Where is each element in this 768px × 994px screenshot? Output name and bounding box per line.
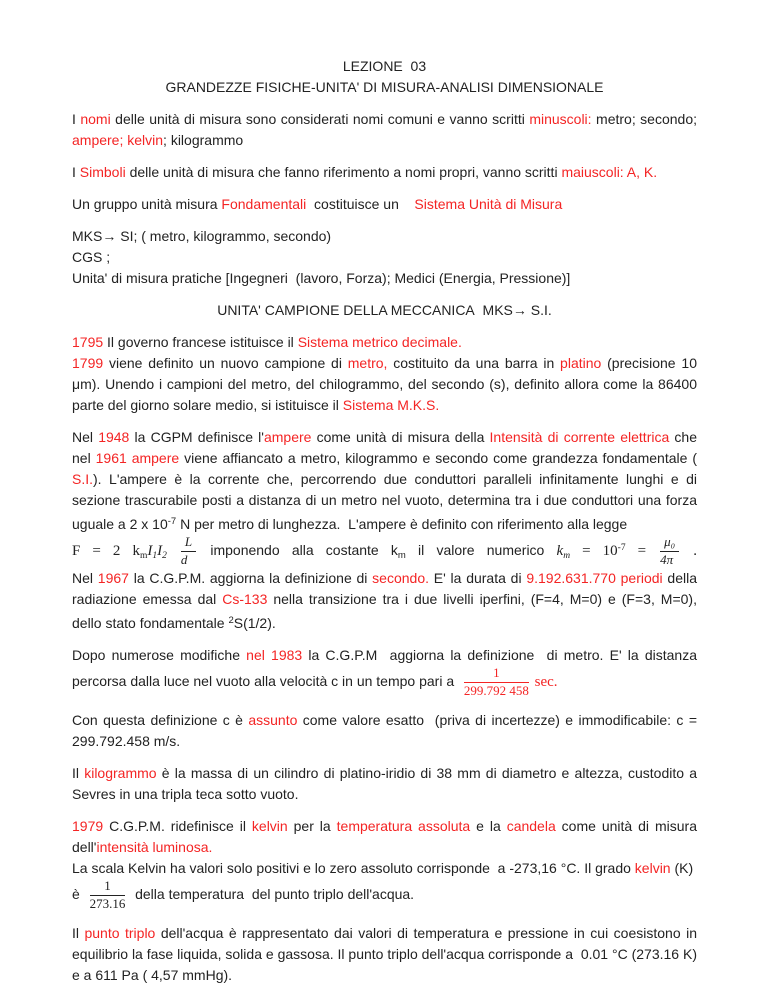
text-run: metro; secondo; (591, 111, 697, 127)
highlighted-text: assunto (248, 711, 298, 728)
text-run: il valore numerico (405, 542, 557, 559)
text-run: N per metro di lunghezza. L'ampere è definito con riferimento alla legge (176, 516, 628, 532)
text-run: è (72, 885, 88, 902)
title-line (72, 56, 697, 77)
text-run: = 10 (570, 543, 618, 560)
paragraph (72, 568, 697, 634)
highlighted-text: Sistema M.K.S. (342, 397, 440, 413)
text-run: LEZIONE 03 (342, 58, 427, 74)
highlighted-text: temperatura assoluta (336, 817, 471, 834)
paragraph (72, 645, 697, 699)
text-run: I (157, 543, 163, 560)
highlighted-text: 1795 (72, 334, 104, 350)
paragraph (72, 763, 697, 805)
text-run: Dopo numerose modifiche (72, 646, 247, 663)
text-run: delle unità di misura che fanno riferimento a nomi propri, vanno scritti (125, 164, 562, 180)
highlighted-text: 1979 (72, 817, 104, 834)
fraction-numerator: 1 (90, 879, 126, 896)
fraction-numerator: L (181, 535, 196, 552)
text-run: come unità di misura dell' (72, 817, 697, 855)
text-run: Nel (72, 569, 98, 586)
text-run: . (681, 543, 697, 560)
highlighted-text: S.I. (72, 471, 94, 487)
text-run: costituisce un (306, 196, 415, 212)
paragraph (72, 710, 697, 752)
highlighted-text: ampere; kelvin (72, 132, 164, 148)
paragraph (72, 816, 697, 858)
text-run: nella transizione tra i due livelli iperfini, (F=4, M=0) e (F=3, M=0), dello stato fondamentale (72, 590, 697, 631)
fraction-denominator: 299.792 458 (463, 682, 529, 698)
text-run: Unita' di misura pratiche [Ingegneri (lavoro, Forza); Medici (Energia, Pressione)] (72, 270, 571, 286)
highlighted-text: 1799 (72, 355, 104, 371)
fraction-denominator: 4π (660, 551, 674, 567)
formula-line (72, 535, 697, 568)
highlighted-text: 1961 ampere (95, 450, 180, 466)
highlighted-text: 9.192.631.770 periodi (526, 569, 663, 586)
paragraph (72, 923, 697, 986)
text-run: Il (72, 924, 85, 941)
text-run: Con questa definizione c è (72, 711, 249, 728)
highlighted-text: maiuscoli: A, K. (561, 164, 658, 180)
fraction (658, 535, 681, 568)
text-run: m (139, 551, 148, 562)
fraction-denominator: d (180, 551, 188, 567)
highlighted-text: 1948 (98, 429, 130, 445)
text-run: m (563, 551, 571, 562)
fraction (179, 535, 198, 568)
paragraph (72, 268, 697, 289)
fraction (88, 879, 128, 912)
text-run: e la (470, 817, 507, 834)
text-run: è la massa di un cilindro di platino-iridio di 38 mm di diametro e altezza, custodito a Sevres in una tripla teca sotto vuoto. (72, 764, 697, 802)
text-run (167, 543, 179, 559)
text-run: la C.G.P.M aggiorna la definizione di metro. E' la distanza percorsa dalla luce nel vuoto alla velocità c in un tempo pari a (72, 646, 698, 690)
text-run: -7 (167, 516, 177, 527)
highlighted-text: intensità luminosa. (96, 838, 213, 855)
text-run: Un gruppo unità misura (72, 196, 222, 212)
highlighted-text: candela (506, 817, 556, 834)
text-run: I (72, 164, 80, 180)
paragraph (72, 109, 697, 151)
text-run: delle unità di misura sono considerati nomi comuni e vanno scritti (110, 111, 530, 127)
text-run: la C.G.P.M. aggiorna la definizione di (128, 569, 373, 586)
highlighted-text: nomi (80, 111, 111, 127)
highlighted-text: kelvin (251, 817, 288, 834)
paragraph (72, 226, 697, 247)
text-run: -7 (617, 543, 626, 554)
text-run: (K) (670, 859, 694, 876)
text-run: F = 2 k (72, 543, 140, 560)
highlighted-text: minuscoli: (529, 111, 592, 127)
fraction-denominator: 273.16 (89, 895, 126, 911)
text-run: costituito da una barra in (387, 355, 561, 371)
highlighted-text: Simboli (79, 164, 126, 180)
highlighted-text: sec. (530, 674, 558, 691)
text-run: UNITA' CAMPIONE DELLA MECCANICA MKS→ S.I. (217, 302, 552, 318)
text-run: come unità di misura della (311, 429, 490, 445)
document-content (72, 56, 697, 986)
paragraph (72, 194, 697, 215)
text-run: come valore esatto (priva di incertezze) e immodificabile: c = 299.792.458 m/s. (72, 711, 697, 749)
text-run: La scala Kelvin ha valori solo positivi e lo zero assoluto corrisponde a -273,16 °C. Il grado (72, 859, 635, 876)
text-run: m (397, 550, 406, 562)
highlighted-text: secondo. (372, 569, 429, 586)
fraction (462, 666, 531, 699)
text-run: CGS ; (72, 249, 111, 265)
title-line (72, 77, 697, 98)
text-run: Nel (72, 429, 99, 445)
text-run: 2 (228, 614, 234, 626)
highlighted-text: Intensità di corrente elettrica (489, 429, 670, 445)
text-run: C.G.P.M. ridefinisce il (103, 817, 252, 834)
paragraph (72, 858, 697, 879)
text-run: che nel (72, 429, 698, 466)
text-run: dell'acqua è rappresentato dai valori di temperatura e pressione in cui coesistono in equilibrio la fase liquida, solida e gassosa. Il punto triplo dell'acqua corrisponde a 0.01 °C (273.16 K) e a 611 Pa ( 4,57 mmHg). (72, 924, 697, 983)
section-heading (72, 300, 697, 321)
highlighted-text: kelvin (634, 859, 671, 876)
text-run: MKS→ SI; ( metro, kilogrammo, secondo) (72, 228, 332, 244)
highlighted-text: kilogrammo (84, 764, 157, 781)
text-run: Il governo francese istituisce il (103, 334, 298, 350)
text-run: ). L'ampere è la corrente che, percorrendo due conduttori paralleli infinitamente lunghi e di sezione trascurabile posti a distanza di un metro nel vuoto, determina tra i due conduttori una forza uguale a 2 x 10 (72, 471, 697, 532)
text-run: k (556, 543, 564, 560)
paragraph (72, 427, 697, 535)
text-run: la CGPM definisce l' (129, 429, 264, 445)
paragraph (72, 247, 697, 268)
text-run: (precisione 10 μm). Unendo i campioni del metro, del chilogrammo, del secondo (s), definito allora come la 86400 parte del giorno solare medio, si istituisce il (72, 355, 697, 413)
paragraph (72, 353, 697, 416)
text-run: per la (287, 817, 337, 834)
fraction-numerator: μ₀ (660, 535, 679, 552)
text-run: = (625, 543, 659, 560)
text-run: GRANDEZZE FISICHE-UNITA' DI MISURA-ANALISI DIMENSIONALE (165, 79, 604, 95)
text-run: 1 (152, 551, 158, 562)
text-run: I (147, 543, 153, 560)
text-run: imponendo alla costante k (198, 542, 398, 559)
text-run: I (72, 111, 81, 127)
text-run: ; kilogrammo (163, 132, 244, 148)
paragraph (72, 332, 697, 353)
highlighted-text: Cs-133 (222, 590, 268, 607)
text-run: viene definito un nuovo campione di (103, 355, 348, 371)
highlighted-text: metro, (347, 355, 388, 371)
highlighted-text: Fondamentali (221, 196, 307, 212)
highlighted-text: Sistema Unità di Misura (414, 196, 563, 212)
text-run: viene affiancato a metro, kilogrammo e secondo come grandezza fondamentale ( (179, 450, 697, 466)
text-run: S(1/2). (233, 614, 276, 631)
highlighted-text: 1967 (97, 569, 129, 586)
text-run: 2 (162, 551, 167, 562)
text-run: della temperatura del punto triplo dell'acqua. (127, 885, 415, 902)
highlighted-text: nel 1983 (246, 646, 303, 663)
paragraph (72, 162, 697, 183)
fraction-numerator: 1 (464, 666, 529, 683)
highlighted-text: Sistema metrico decimale. (297, 334, 462, 350)
text-run: Il (72, 764, 85, 781)
text-run: E' la durata di (429, 569, 527, 586)
highlighted-text: ampere (263, 429, 312, 445)
highlighted-text: punto triplo (84, 924, 156, 941)
highlighted-text: platino (560, 355, 602, 371)
paragraph (72, 879, 697, 912)
text-run: della radiazione emessa dal (72, 569, 697, 607)
